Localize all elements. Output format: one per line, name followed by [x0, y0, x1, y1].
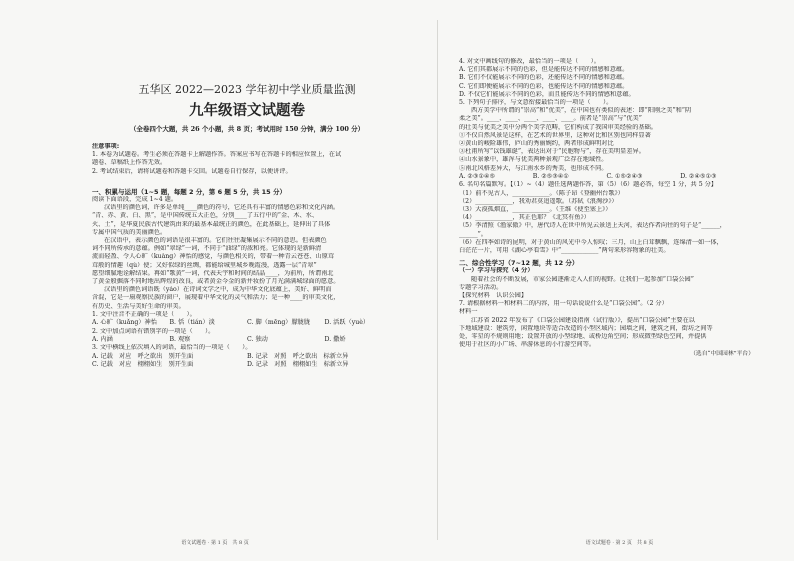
passage-line: 汉语里的颜色词语既（yáo）在诗词文学之中，成为中华文化底蕴上，美好、鲜明而: [104, 286, 332, 294]
option[interactable]: B. 恬（tián）淡: [169, 319, 215, 327]
page-fold-line: [437, 20, 438, 540]
question-7: 7. 请根据材料一和材料二的内容，用一句话说说什么是“口袋公园”。（2 分）: [459, 300, 668, 308]
question-5-options: [459, 173, 754, 182]
page-footer: 语文试题卷 · 第 1 页 共 8 页: [181, 540, 249, 546]
note-line: 2. 考试结束后，请将试题卷和答题卡交回。试题卷自行保存，以便讲评。: [92, 167, 292, 175]
q6-line: （5）李清照《渔家傲》中，唐代诗人在世中所见云景送上天河，表达作者向往的句子是“______，: [459, 222, 726, 230]
q5-item: ③杜甫所写“以钱雄诞”，表达出对于“民胞物与”，存在美明显差异。: [459, 148, 645, 156]
material-1-line: 处，零星的不规则用地；设置开放的小型绿地、或桥边角空间；形成微型绿色空间，并提供: [459, 333, 707, 341]
passage-line: 词不同所传承的意蕴。例如“翠绿”一词，不同于“油绿”的浓和亮。它体现的是新鲜清: [92, 245, 322, 253]
q6-line: ______”。: [459, 230, 487, 238]
q5-lead-line: 西方美学中所谓的“崇高”和“优美”，在中国也有类似的表述：即“阳刚之美”和“阴: [471, 107, 692, 115]
section-2-text: 随着社会的不断发展，市家公园逐渐走入人们的视野。让我们一起参加“口袋公园”: [471, 275, 694, 283]
option[interactable]: D. 撒娇: [324, 335, 346, 343]
option[interactable]: A. 心旷（kuǎng）神怡: [92, 319, 157, 327]
passage-line: 专属中国气质的美丽颜色。: [92, 228, 167, 236]
exam-subtitle: （全卷四个大题，共 26 个小题，共 8 页；考试用时 150 分钟，满分 100 分）: [129, 125, 365, 133]
material-tag: 【探究材料 认识公园】: [459, 292, 528, 300]
passage-line: 在汉语中，表示颜色的词语是很丰富的。它们往往凝集展示不同的意思。但表颜色: [104, 237, 327, 245]
option[interactable]: B. 它们不仅能展示不同的色彩，还能传达不同的情感和意蕴。: [459, 74, 629, 82]
question-3: 3. 文中横线上依次填入的词语，最恰当的一项是（ ）。: [92, 344, 252, 352]
question-2-options: [92, 336, 402, 345]
option[interactable]: B. 记录 对照 呼之欲出 标新立异: [247, 352, 349, 360]
reading-passage: [92, 204, 402, 311]
passage-line: 茸般的情趣（qù）使；又好似绿的丝绸，都能给城里城乡晚霞漫，透露一层“青翠”: [92, 261, 317, 269]
material-1-line: 下地域建设：建筑旁，闲置地块等适合改造的小型区域内；园墙之间，建筑之间，街坊之间等: [459, 324, 713, 332]
question-1-options: [92, 319, 402, 328]
material-1-source: （选自“中国园林”平台）: [690, 350, 754, 357]
note-line: 题卷、草稿纸上作答无效。: [92, 159, 167, 167]
q6-line: （1）前不见古人，____________。（陈子昂《登幽州台歌》）: [459, 189, 624, 197]
q6-line: 白茫茫一片，可用《湖心亭看雪》中“____________”两句来形容物象的壮美。: [459, 247, 670, 255]
q5-lead-line: 柔之美”。____、____、____、____、____。前者是“崇高”与“优美”: [459, 115, 642, 123]
passage-line: 含混，它是一扇观察民族的窗户，展现着中华文化的灵气和活力；是一种____的审美文化，: [92, 294, 340, 302]
notes-title: 注意事项:: [92, 143, 120, 150]
passage-line: 汉语里的颜色词，许多是单纯____颜色的符号，它还具有丰富的情感色彩和文化内涵。: [104, 204, 340, 212]
option[interactable]: C. 独动: [247, 335, 268, 343]
exam-title: 九年级语文试题卷: [189, 103, 305, 119]
material-1-label: 材料一: [459, 308, 478, 316]
section-1-title: 一、积累与运用（1~5 题，每题 2 分，第 6 题 5 分，共 15 分）: [92, 187, 286, 196]
option[interactable]: A. 内涵: [92, 335, 113, 343]
question-1: 1. 文中注音不正确的一项是（ ）。: [92, 310, 196, 318]
option[interactable]: D. 不仅它们能展示不同的色彩，而且能传达不同的情感和意蕴。: [459, 90, 635, 98]
exam-header: 五华区 2022—2023 学年初中学业质量监测: [138, 83, 356, 96]
question-2: 2. 文中加点词语有错别字的一项是（ ）。: [92, 327, 215, 335]
q5-item: ①不仅自然风景是这样，在艺术的世界里，这种对比和区别也同样显著: [459, 131, 651, 139]
q6-line: （2）____________，我劝君莫追遥歌。（苏轼《浪淘沙》）: [459, 197, 618, 205]
q5-item: ⑤南北风格差异大，与江南水乡的秀美，也形成不同。: [459, 164, 608, 172]
option[interactable]: B. 观察: [169, 335, 191, 343]
question-4: 4. 对文中画线句的修改，最恰当的一项是（ ）。: [459, 58, 600, 65]
passage-line: “青、赤、黄、白、黑”，是中国传统五大正色，分别____了五行中的“金、木、水、: [92, 212, 319, 220]
section-2-text: 专题学习活动。: [459, 283, 503, 291]
q5-item: ②黄山的峻险雄伟，庐山的秀丽婉约，两者形成鲜明对比: [459, 140, 614, 148]
question-5: 5. 下列句子排序，与文意衔接最恰当的一项是（ ）。: [459, 99, 613, 107]
material-1-line: 使用于社区的小广场、串游休息的小行游空间等。: [459, 341, 596, 349]
passage-line: 流而轻盈、令人心旷（kuàng）神怡的感觉，与颜色相关的，带着一种青云苍苍、山原茸: [92, 253, 335, 261]
question-6: 6. 名句名篇默写。【（1）~（4）题任选两题作答，第（5）（6）题必答，每空 1 分，共 5 分】: [459, 181, 717, 189]
q6-line: （6）在四季如诗的昆明，对于黄山的风光中今人惊叹；三月，山上白茸飘飘，连绵清一如一体，: [459, 238, 723, 246]
section-2-subtitle: （一）学习与探究（4 分）: [459, 267, 534, 275]
right-page: [445, 0, 794, 561]
option[interactable]: C. 脚（mēng）朦胧胧: [247, 319, 311, 327]
material-1-line: 江苏省 2022 年发布了《口袋公园建设指南（试行版）》，提出“口袋公园”主要在以: [471, 316, 695, 324]
question-3-options: [92, 361, 402, 370]
option[interactable]: C. 它们即便能展示不同的色彩，也能传达不同的情感和意蕴。: [459, 82, 629, 90]
option[interactable]: A. 它们其都展示不同的色彩，但是能传达不同的情感和意蕴。: [459, 66, 629, 74]
option[interactable]: D. ②④⑤①③: [680, 172, 717, 180]
option[interactable]: C. ①⑤②④③: [606, 172, 643, 180]
option[interactable]: A. ②③①④⑤: [459, 172, 496, 180]
q6-line: （4）____________，其正色耶？《北冥有鱼》）: [459, 214, 590, 222]
option[interactable]: D. 记录 对照 栩栩如生 标新立异: [247, 361, 349, 369]
passage-line: 有历史、生活与美好生命的审美。: [92, 302, 185, 310]
section-2-title: 二、综合性学习（7~12 题，共 12 分）: [459, 259, 579, 268]
passage-line: 了黄金般掘落不同时地出辉煌的改良，或者黄金今金的新井妆扮了月光满满城绿面的愿意。: [92, 278, 340, 286]
passage-line: 火、土”，是华夏民族古代建筑由来的最基本最统正的颜色，在此基础上，延伸出了具体: [92, 220, 331, 228]
option[interactable]: A. 记载 对应 呼之欲出 别开生面: [92, 352, 194, 360]
section-1-instruction: 阅读下面语段，完成 1~4 题。: [92, 196, 178, 204]
q5-item: ④山水景象中，雄浑与优美两种景观广泛存在地域性。: [459, 156, 608, 164]
option[interactable]: D. 活跃（yuè）: [324, 319, 370, 327]
q6-line: （3）大漠孤烟直，____________。（王维《使至塞上》）: [459, 206, 612, 214]
passage-line: 愿望细腻地诠解结果。再如“歌黄”一词，代表天宇和时间的结晶____，为前所，所谓南北: [92, 269, 334, 277]
q5-lead-line: 的壮美与优美之美中分两个美学范畴，它们构成了我国审美经验的基础。: [459, 123, 657, 131]
option[interactable]: B. ②⑤③④①: [532, 172, 569, 180]
option[interactable]: C. 记载 对应 栩栩如生 别开生面: [92, 361, 194, 369]
question-3-options: [92, 353, 402, 362]
page-footer: 语文试题卷 · 第 2 页 共 8 页: [585, 540, 654, 546]
note-line: 1. 本卷为试题卷。考生必须在答题卡上解题作答。答案应书写在答题卡的相应位置上，在试: [92, 151, 342, 159]
